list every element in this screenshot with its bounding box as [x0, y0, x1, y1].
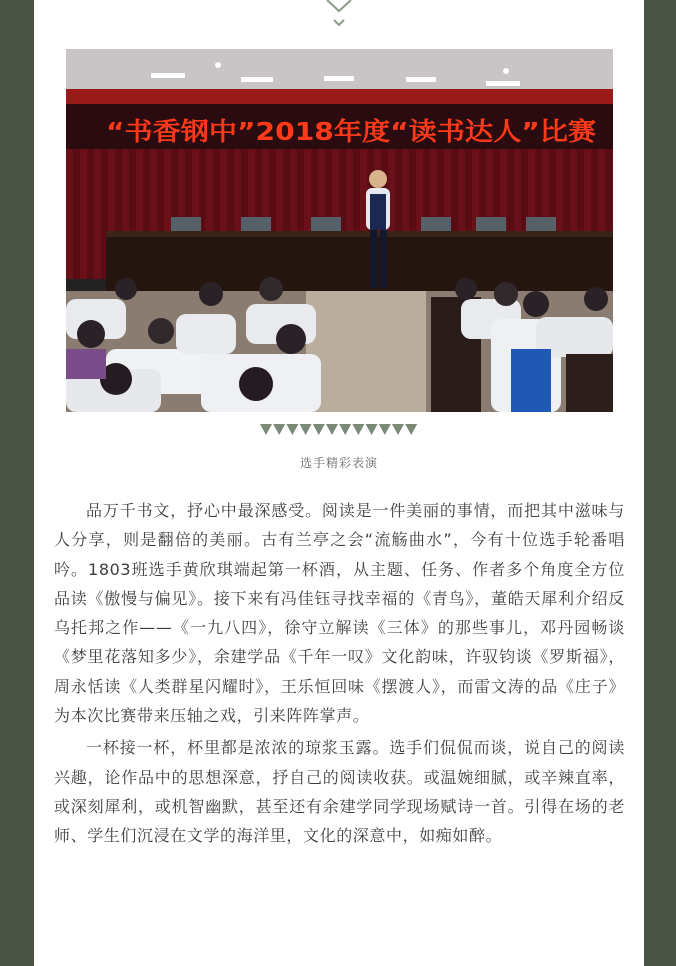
ceiling-light	[324, 76, 354, 81]
triangle-ornament	[260, 424, 272, 435]
triangle-ornament	[405, 424, 417, 435]
event-photo	[66, 49, 613, 412]
chevron-down-icon	[327, 0, 351, 11]
triangle-ornament	[313, 424, 325, 435]
triangle-ornament	[392, 424, 404, 435]
divider-ornament	[34, 421, 644, 439]
triangle-ornament	[286, 424, 298, 435]
triangle-ornament	[379, 424, 391, 435]
ceiling-light	[241, 77, 273, 82]
decorative-chevrons	[34, 0, 644, 34]
triangle-ornament	[273, 424, 285, 435]
triangle-ornament	[326, 424, 338, 435]
triangle-ornament	[300, 424, 312, 435]
chevron-down-icon	[334, 20, 344, 25]
triangle-ornament	[352, 424, 364, 435]
ceiling-light	[406, 77, 436, 82]
paragraph: 一杯接一杯，杯里都是浓浓的琼浆玉露。选手们侃侃而谈，说自己的阅读兴趣，论作品中的思想深意，抒自己的阅读收获。或温婉细腻，或辛辣直率，或深刻犀利，或机智幽默，甚至还有余建学同学现场赋诗一首。引得在场的老师、学生们沉浸在文学的海洋里，文化的深意中，如痴如醉。	[54, 738, 625, 846]
article-body	[54, 496, 625, 854]
paragraph: 品万千书文，抒心中最深感受。阅读是一件美丽的事情，而把其中滋味与人分享，则是翻倍的美丽。古有兰亭之会“流觞曲水”，今有十位选手轮番唱吟。1803班选手黄欣琪端起第一杯酒，从主题、任务、作者多个角度全方位品读《傲慢与偏见》。接下来有冯佳钰寻找幸福的《青鸟》，董皓天犀利介绍反乌托邦之作——《一九八四》，徐守立解读《三体》的那些事儿，邓丹园畅谈《梦里花落知多少》，余建学品《千年一叹》文化韵味，许驭钧谈《罗斯福》，周永恬读《人类群星闪耀时》，王乐恒回味《摆渡人》，而雷文涛的品《庄子》为本次比赛带来压轴之戏，引来阵阵掌声。	[54, 501, 625, 726]
article-page	[34, 0, 644, 966]
ceiling-light	[486, 81, 520, 86]
banner-text: “书香钢中”2018年度“读书达人”比赛	[106, 117, 596, 146]
triangle-ornament	[339, 424, 351, 435]
photo-caption: 选手精彩表演	[299, 456, 378, 470]
triangle-ornament	[366, 424, 378, 435]
ceiling-light	[151, 73, 185, 78]
